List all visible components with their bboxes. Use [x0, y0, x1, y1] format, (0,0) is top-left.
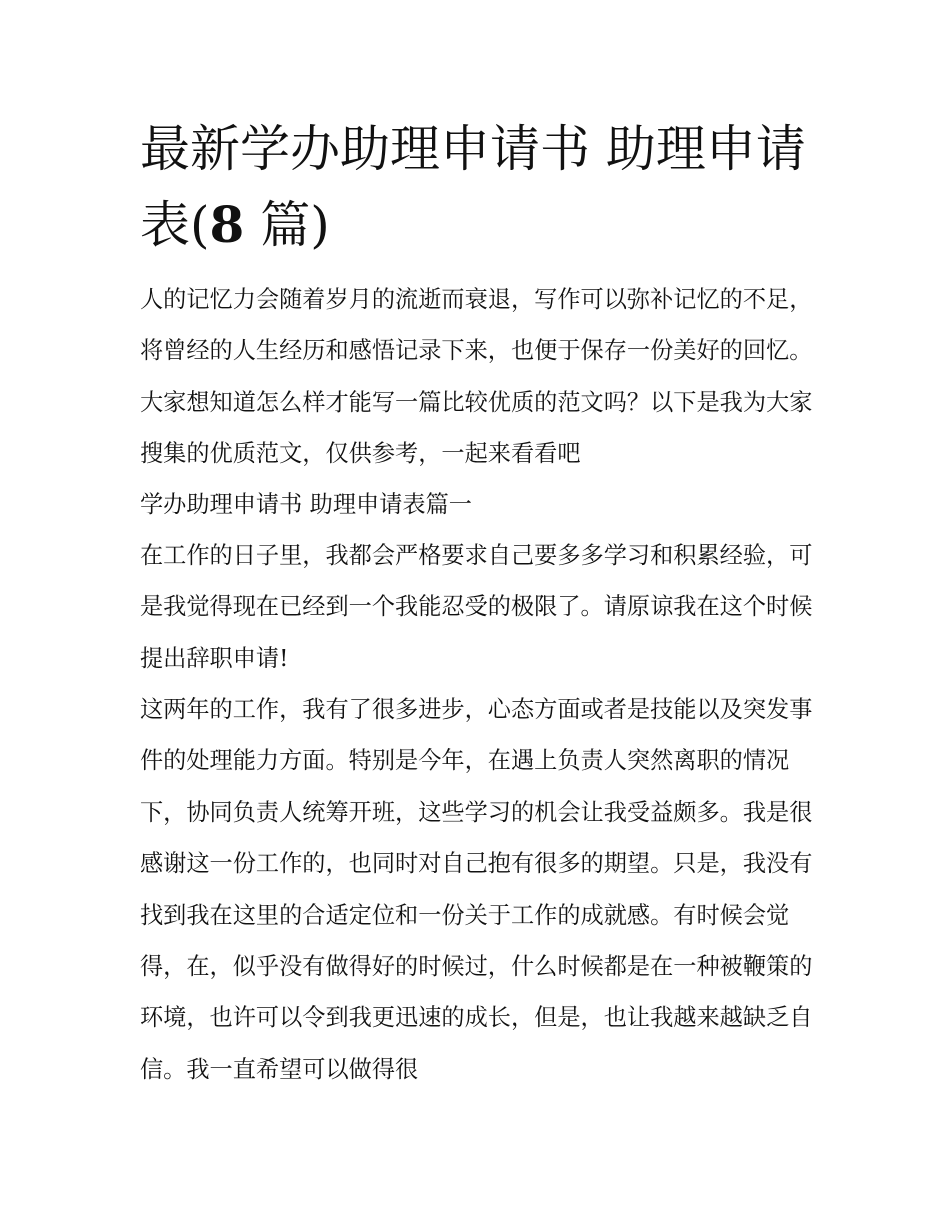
body-paragraph-2: 这两年的工作，我有了很多进步，心态方面或者是技能以及突发事件的处理能力方面。特别是今年，在遇上负责人突然离职的情况下，协同负责人统筹开班，这些学习的机会让我受益颇多。我是很感谢这一份工作的，也同时对自己抱有很多的期望。只是，我没有找到我在这里的合适定位和一份关于工作的成就感。有时候会觉得，在，似乎没有做得好的时候过，什么时候都是在一种被鞭策的环境，也许可以令到我更迅速的成长，但是，也让我越来越缺乏自信。我一直希望可以做得很 [140, 696, 813, 1083]
title-text-part2: 篇) [244, 196, 330, 254]
section-heading: 学办助理申请书 助理申请表篇一 [140, 491, 472, 518]
title-number: 8 [209, 195, 245, 254]
body-paragraph-1: 在工作的日子里，我都会严格要求自己要多多学习和积累经验，可是我觉得现在已经到一个我能忍受的极限了。请原谅我在这个时候提出辞职申请! [140, 542, 813, 672]
intro-paragraph: 人的记忆力会随着岁月的流逝而衰退，写作可以弥补记忆的不足，将曾经的人生经历和感悟记录下来，也便于保存一份美好的回忆。大家想知道怎么样才能写一篇比较优质的范文吗？以下是我为大家搜集的优质范文，仅供参考，一起来看看吧 [140, 286, 813, 468]
title-text-part1: 最新学办助理申请书 助理申请表( [140, 120, 806, 254]
document-title [140, 112, 820, 263]
